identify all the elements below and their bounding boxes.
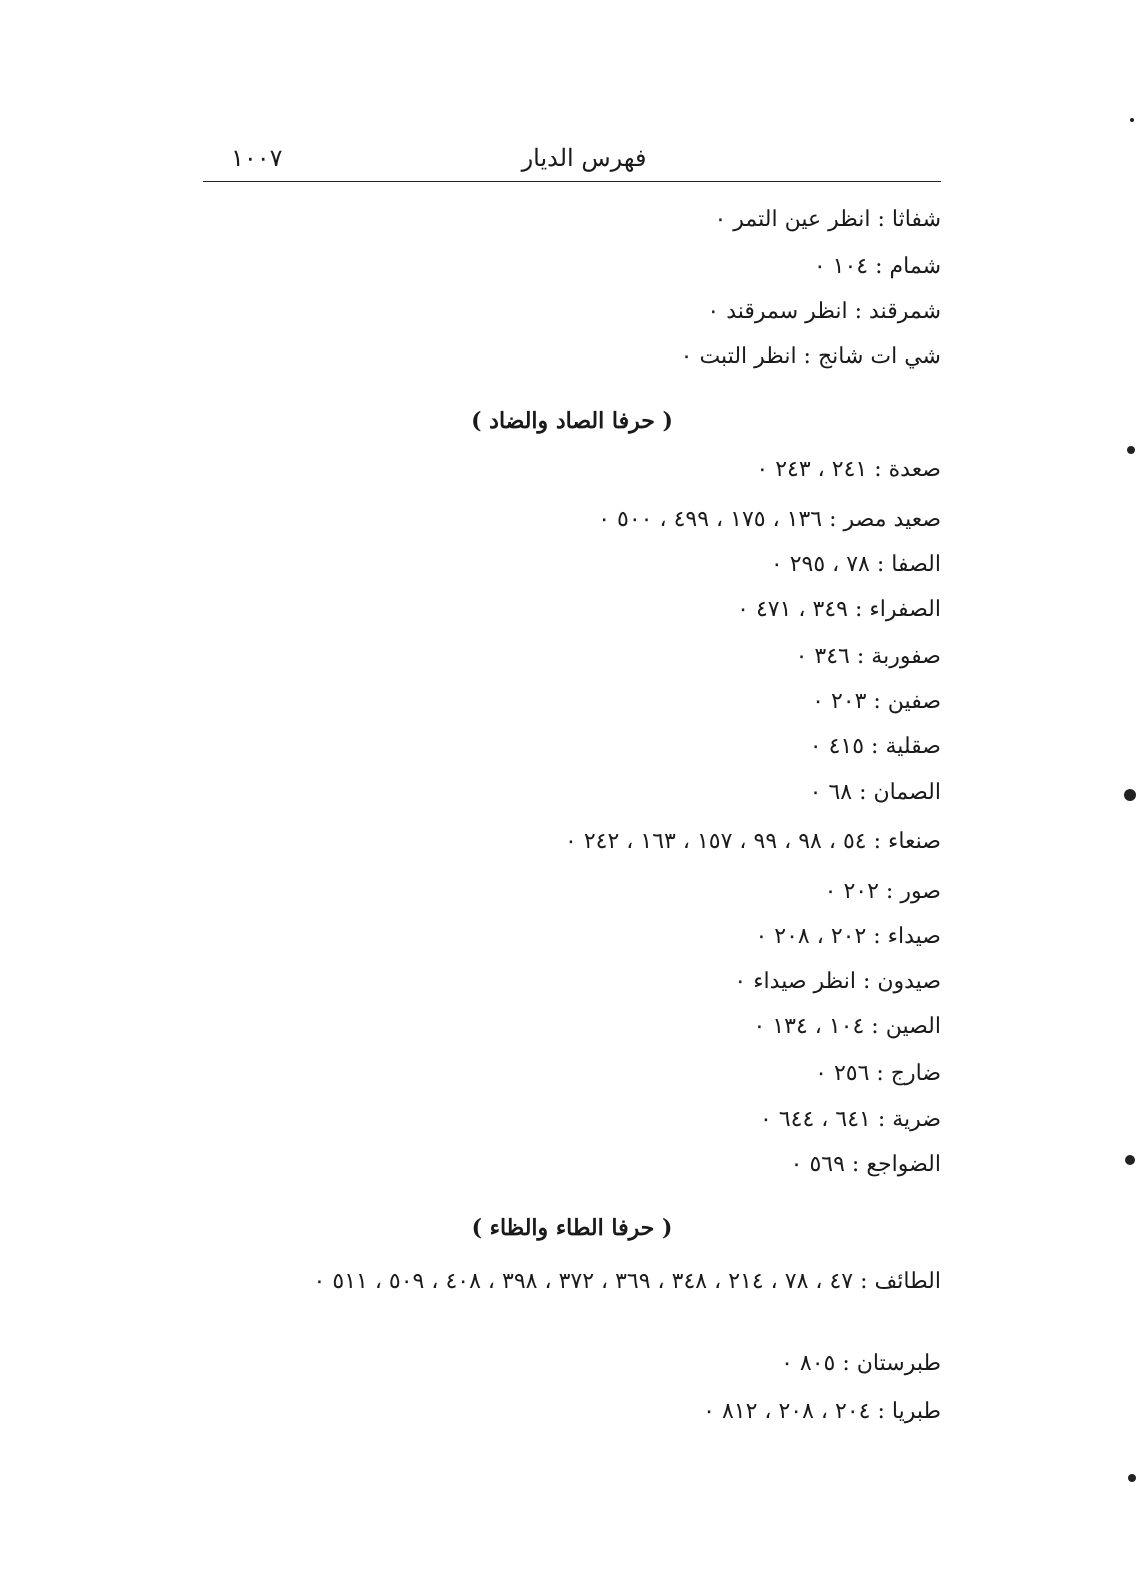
index-entry: شمرقند : انظر سمرقند ٠	[707, 299, 941, 324]
header-rule	[203, 181, 941, 182]
index-entry: صفين : ٢٠٣ ٠	[812, 689, 941, 714]
index-entry: ضرية : ٦٤١ ، ٦٤٤ ٠	[760, 1107, 941, 1132]
index-entry: طبريا : ٢٠٤ ، ٢٠٨ ، ٨١٢ ٠	[703, 1399, 941, 1424]
index-entry: الصفا : ٧٨ ، ٢٩٥ ٠	[770, 552, 941, 577]
index-entry: صفوربة : ٣٤٦ ٠	[795, 644, 941, 669]
index-entry: صيدون : انظر صيداء ٠	[734, 969, 941, 994]
section-heading-ta-za: ( حرفا الطاء والظاء )	[471, 1215, 673, 1241]
index-entry: الضواجع : ٥٦٩ ٠	[790, 1152, 941, 1177]
index-entry: شمام : ١٠٤ ٠	[813, 254, 941, 279]
running-title: فهرس الديار	[521, 144, 647, 172]
page-header	[203, 138, 941, 182]
index-entry: صعيد مصر : ١٣٦ ، ١٧٥ ، ٤٩٩ ، ٥٠٠ ٠	[598, 507, 941, 532]
page-number: ١٠٠٧	[231, 144, 283, 172]
index-entry: شي ات شانج : انظر التبت ٠	[680, 344, 941, 369]
index-entry: الصفراء : ٣٤٩ ، ٤٧١ ٠	[737, 597, 941, 622]
index-entry: الصمان : ٦٨ ٠	[809, 780, 941, 805]
index-entry: صنعاء : ٥٤ ، ٩٨ ، ٩٩ ، ١٥٧ ، ١٦٣ ، ٢٤٢ ٠	[565, 829, 941, 854]
section-heading-sad-dad: ( حرفا الصاد والضاد )	[471, 408, 673, 434]
scan-specks	[1116, 0, 1136, 1583]
index-entry: صعدة : ٢٤١ ، ٢٤٣ ٠	[756, 457, 941, 482]
index-entry: صيداء : ٢٠٢ ، ٢٠٨ ٠	[755, 924, 941, 949]
index-entry: طبرستان : ٨٠٥ ٠	[781, 1351, 941, 1376]
index-entry: الطائف : ٤٧ ، ٧٨ ، ٢١٤ ، ٣٤٨ ، ٣٦٩ ، ٣٧٢ ، ٣٩٨ ، ٤٠٨ ، ٥٠٩ ، ٥١١ ٠	[313, 1269, 941, 1294]
index-entry: شفاثا : انظر عين التمر ٠	[714, 207, 941, 232]
index-entry: ضارج : ٢٥٦ ٠	[815, 1061, 941, 1086]
index-entry: الصين : ١٠٤ ، ١٣٤ ٠	[753, 1014, 941, 1039]
index-entry: صور : ٢٠٢ ٠	[824, 879, 941, 904]
index-entry: صقلية : ٤١٥ ٠	[809, 734, 941, 759]
